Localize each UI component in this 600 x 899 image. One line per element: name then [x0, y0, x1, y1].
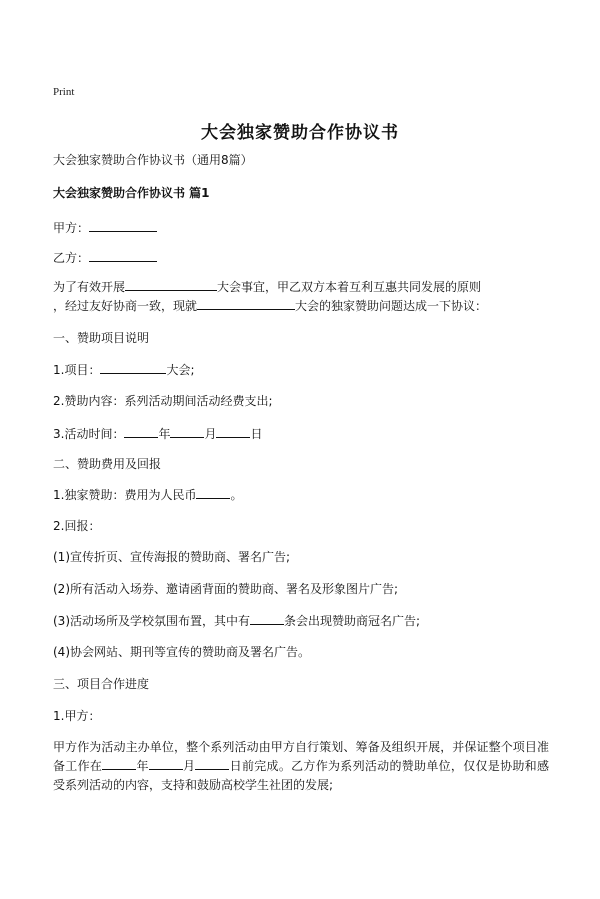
sec2-fee — [53, 488, 242, 502]
return-item-4: (4)协会网站、期刊等宣传的赞助商及署名广告。 — [53, 645, 310, 659]
return-item-2: (2)所有活动入场券、邀请函背面的赞助商、署名及形象图片广告; — [53, 582, 399, 596]
intro-text: 大会事宜，甲乙双方本着互利互惠共同发展的原则 — [217, 280, 482, 294]
sec3-party-a-heading: 1.甲方： — [53, 709, 101, 723]
party-a-label: 甲方： — [53, 221, 90, 235]
intro-line-1 — [53, 280, 481, 294]
intro-line-2 — [53, 299, 487, 313]
event-name-blank-2[interactable] — [197, 299, 295, 310]
party-b-label: 乙方： — [53, 251, 90, 265]
item-text: 日 — [250, 427, 263, 441]
body-text: 月 — [182, 759, 196, 773]
item-text: 年 — [158, 427, 171, 441]
item-text: 条会出现赞助商冠名广告; — [284, 614, 421, 628]
month-blank[interactable] — [170, 427, 204, 438]
item-text: 月 — [204, 427, 217, 441]
body-text: 日前完成。乙方作为系列活动的赞助单位，仅仅是协助和感受系列活动的内容，支持和鼓励高校学生社团的发展; — [53, 759, 549, 792]
item-text: 3.活动时间： — [53, 427, 125, 441]
intro-text: 大会的独家赞助问题达成一下协议： — [295, 299, 488, 313]
item-text: 。 — [230, 488, 243, 502]
sec1-item1 — [53, 363, 195, 377]
print-link[interactable]: Print — [53, 86, 75, 98]
intro-text: 为了有效开展 — [53, 280, 126, 294]
intro-text: ，经过友好协商一致，现就 — [53, 299, 198, 313]
deadline-day-blank[interactable] — [195, 759, 229, 770]
return-item-3 — [53, 614, 420, 628]
event-name-blank[interactable] — [125, 280, 217, 291]
sec3-heading: 三、项目合作进度 — [53, 677, 150, 691]
year-blank[interactable] — [124, 427, 158, 438]
party-a-line — [53, 221, 157, 235]
return-item-1: (1)宣传折页、宣传海报的赞助商、署名广告; — [53, 550, 291, 564]
section-heading: 大会独家赞助合作协议书 篇1 — [53, 186, 210, 200]
sec2-return-heading: 2.回报： — [53, 519, 101, 533]
sec1-item3 — [53, 427, 263, 441]
item-text: 大会; — [166, 363, 195, 377]
banner-count-blank[interactable] — [250, 614, 284, 625]
item-text: 1.独家赞助：费用为人民币 — [53, 488, 197, 502]
item-text: (3)活动场所及学校氛围布置，其中有 — [53, 614, 250, 628]
deadline-month-blank[interactable] — [149, 759, 183, 770]
sec1-item2: 2.赞助内容：系列活动期间活动经费支出; — [53, 394, 273, 408]
fee-blank[interactable] — [196, 488, 230, 499]
body-text: 年 — [136, 759, 149, 773]
day-blank[interactable] — [216, 427, 250, 438]
party-b-blank[interactable] — [89, 251, 157, 262]
sec2-heading: 二、赞助费用及回报 — [53, 457, 162, 471]
party-a-blank[interactable] — [89, 221, 157, 232]
party-b-line — [53, 251, 157, 265]
project-name-blank[interactable] — [100, 363, 166, 374]
body-text: 甲方作为活动主办单位，整个系列活动由甲方自行策划、筹备及组织开展，并保证整个项目准备工作在 — [53, 740, 549, 773]
document-subtitle: 大会独家赞助合作协议书（通用8篇） — [53, 153, 253, 167]
item-text: 1.项目： — [53, 363, 101, 377]
sec1-heading: 一、赞助项目说明 — [53, 331, 150, 345]
sec3-body — [53, 738, 549, 795]
document-title: 大会独家赞助合作协议书 — [201, 123, 399, 143]
deadline-year-blank[interactable] — [102, 759, 136, 770]
